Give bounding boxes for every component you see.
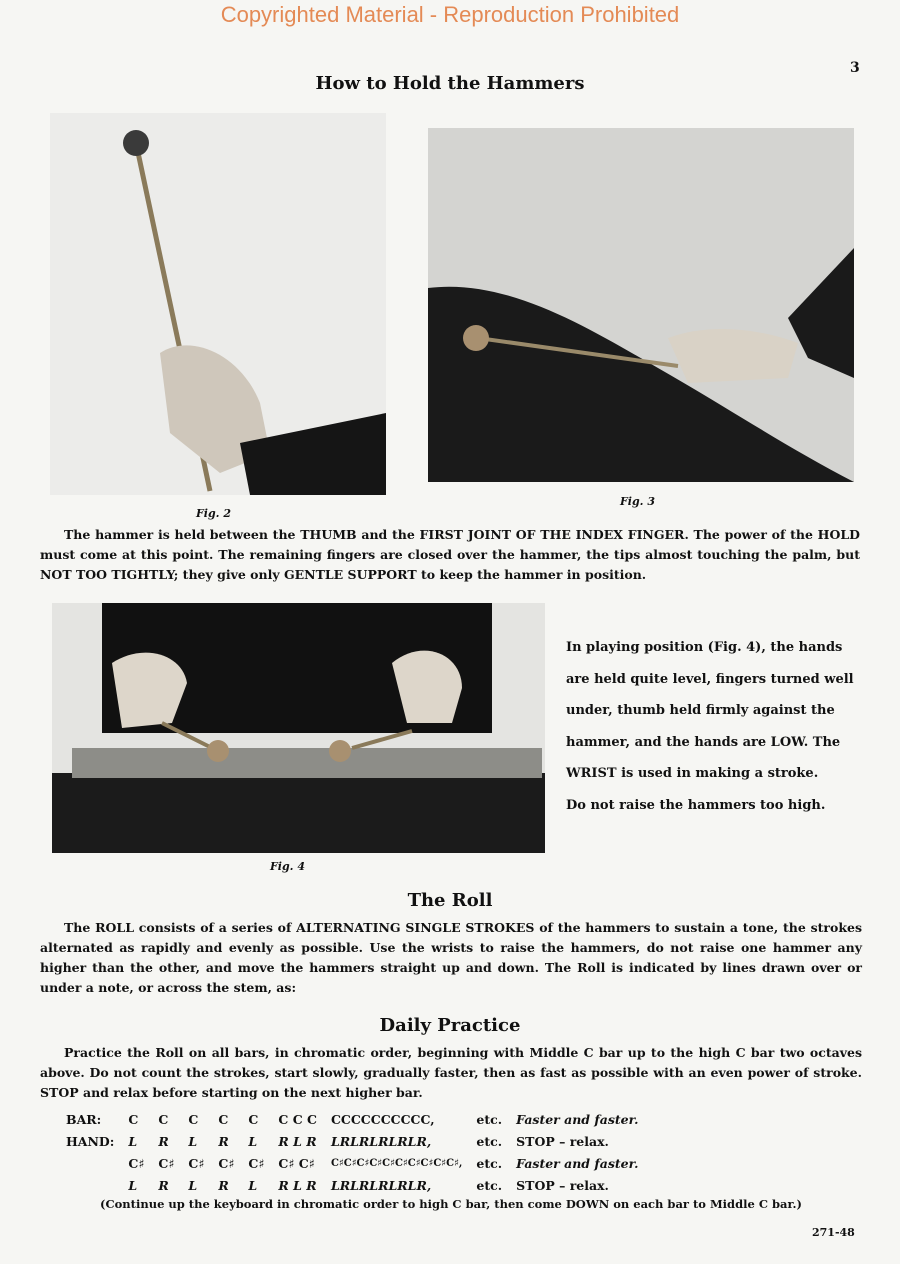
row-label: BAR: bbox=[66, 1111, 102, 1127]
cell: etc. bbox=[476, 1177, 503, 1193]
page-number: 3 bbox=[850, 60, 860, 76]
cell: C♯ bbox=[128, 1155, 145, 1171]
cell: R bbox=[218, 1133, 229, 1149]
roll-paragraph-text: The ROLL consists of a series of ALTERNATING SINGLE STROKES of the hammers to sustain a tone, the strokes alternated as rapidly and evenly as possible. Use the wrists to raise the hammers, do not raise one hammer any higher than the other, and move the hammers straight up and down. The Roll is indicated by lines drawn over or under a note, or across the stem, as: bbox=[40, 920, 862, 995]
playing-line: hammer, and the hands are LOW. The bbox=[566, 734, 841, 750]
cell: C bbox=[188, 1111, 199, 1127]
row-label bbox=[66, 1152, 128, 1174]
playing-line: Do not raise the hammers too high. bbox=[566, 797, 826, 813]
playing-line: WRIST is used in making a stroke. bbox=[566, 766, 819, 781]
cell: R bbox=[218, 1177, 229, 1193]
daily-practice-heading: Daily Practice bbox=[379, 1015, 521, 1036]
hold-paragraph-text: The hammer is held between the THUMB and the FIRST JOINT OF THE INDEX FINGER. The power of the HOLD must come at this point. The remaining fingers are closed over the hammer, the tips almost touching the palm, but NOT TOO TIGHTLY; they give only GENTLE SUPPORT to keep the hammer in position. bbox=[40, 527, 860, 582]
playing-line: are held quite level, fingers turned well bbox=[566, 671, 854, 687]
cell: C♯ bbox=[188, 1155, 205, 1171]
copyright-watermark: Copyrighted Material - Reproduction Prohibited bbox=[220, 2, 680, 27]
cell: C bbox=[218, 1111, 229, 1127]
cell: L bbox=[128, 1177, 138, 1193]
cell: C bbox=[248, 1111, 259, 1127]
cell: C♯ C♯ bbox=[278, 1155, 315, 1171]
cell: R L R bbox=[278, 1133, 317, 1149]
cell: C bbox=[158, 1111, 169, 1127]
cell: C♯ bbox=[218, 1155, 235, 1171]
cell: L bbox=[128, 1133, 138, 1149]
cell: R L R bbox=[278, 1177, 317, 1193]
daily-practice-text: Practice the Roll on all bars, in chromatic order, beginning with Middle C bar up to the high C bar two octaves above. Do not count the strokes, start slowly, gradually faster, then as fast as possible with an even power of stroke. STOP and relax before starting on the next higher bar. bbox=[40, 1045, 862, 1100]
practice-footnote: (Continue up the keyboard in chromatic order to high C bar, then come DOWN on each bar to Middle C bar.) bbox=[100, 1197, 802, 1211]
page-title: How to Hold the Hammers bbox=[315, 73, 585, 94]
fig2-caption: Fig. 2 bbox=[196, 507, 231, 520]
cell: STOP – relax. bbox=[516, 1133, 609, 1149]
cell: Faster and faster. bbox=[516, 1111, 639, 1127]
exercise-row bbox=[66, 1174, 652, 1196]
cell: R bbox=[158, 1177, 169, 1193]
roll-heading: The Roll bbox=[407, 890, 493, 911]
cell: L bbox=[248, 1177, 258, 1193]
cell: C C C bbox=[278, 1111, 317, 1127]
row-label bbox=[66, 1174, 128, 1196]
playing-line: In playing position (Fig. 4), the hands bbox=[566, 640, 843, 655]
playing-position-text bbox=[566, 632, 866, 821]
exercise-row bbox=[66, 1130, 652, 1152]
footer-code: 271-48 bbox=[812, 1226, 855, 1239]
row-label: HAND: bbox=[66, 1133, 115, 1149]
cell: etc. bbox=[476, 1133, 503, 1149]
fig4-caption: Fig. 4 bbox=[270, 860, 305, 873]
daily-practice-paragraph bbox=[40, 1043, 862, 1103]
playing-line: under, thumb held firmly against the bbox=[566, 703, 835, 718]
cell: etc. bbox=[476, 1155, 503, 1171]
fig3-photo bbox=[428, 128, 854, 482]
cell: C♯ bbox=[158, 1155, 175, 1171]
cell: C bbox=[128, 1111, 139, 1127]
cell: R bbox=[158, 1133, 169, 1149]
hold-paragraph bbox=[40, 525, 860, 585]
cell: LRLRLRLRLR, bbox=[330, 1133, 432, 1149]
roll-paragraph bbox=[40, 918, 862, 998]
fig4-photo bbox=[52, 603, 545, 853]
cell: STOP – relax. bbox=[516, 1177, 609, 1193]
cell: Faster and faster. bbox=[516, 1155, 639, 1171]
exercise-row bbox=[66, 1152, 652, 1174]
fig2-photo bbox=[50, 113, 386, 495]
cell: LRLRLRLRLR, bbox=[330, 1177, 432, 1193]
practice-exercise-table bbox=[66, 1108, 652, 1196]
fig3-caption: Fig. 3 bbox=[620, 495, 655, 508]
cell: L bbox=[188, 1177, 198, 1193]
cell: C♯ bbox=[248, 1155, 265, 1171]
cell: etc. bbox=[476, 1111, 503, 1127]
cell: L bbox=[188, 1133, 198, 1149]
cell: CCCCCCCCCC, bbox=[330, 1111, 435, 1127]
exercise-row bbox=[66, 1108, 652, 1130]
cell: C♯C♯C♯C♯C♯C♯C♯C♯C♯C♯, bbox=[330, 1157, 463, 1169]
cell: L bbox=[248, 1133, 258, 1149]
